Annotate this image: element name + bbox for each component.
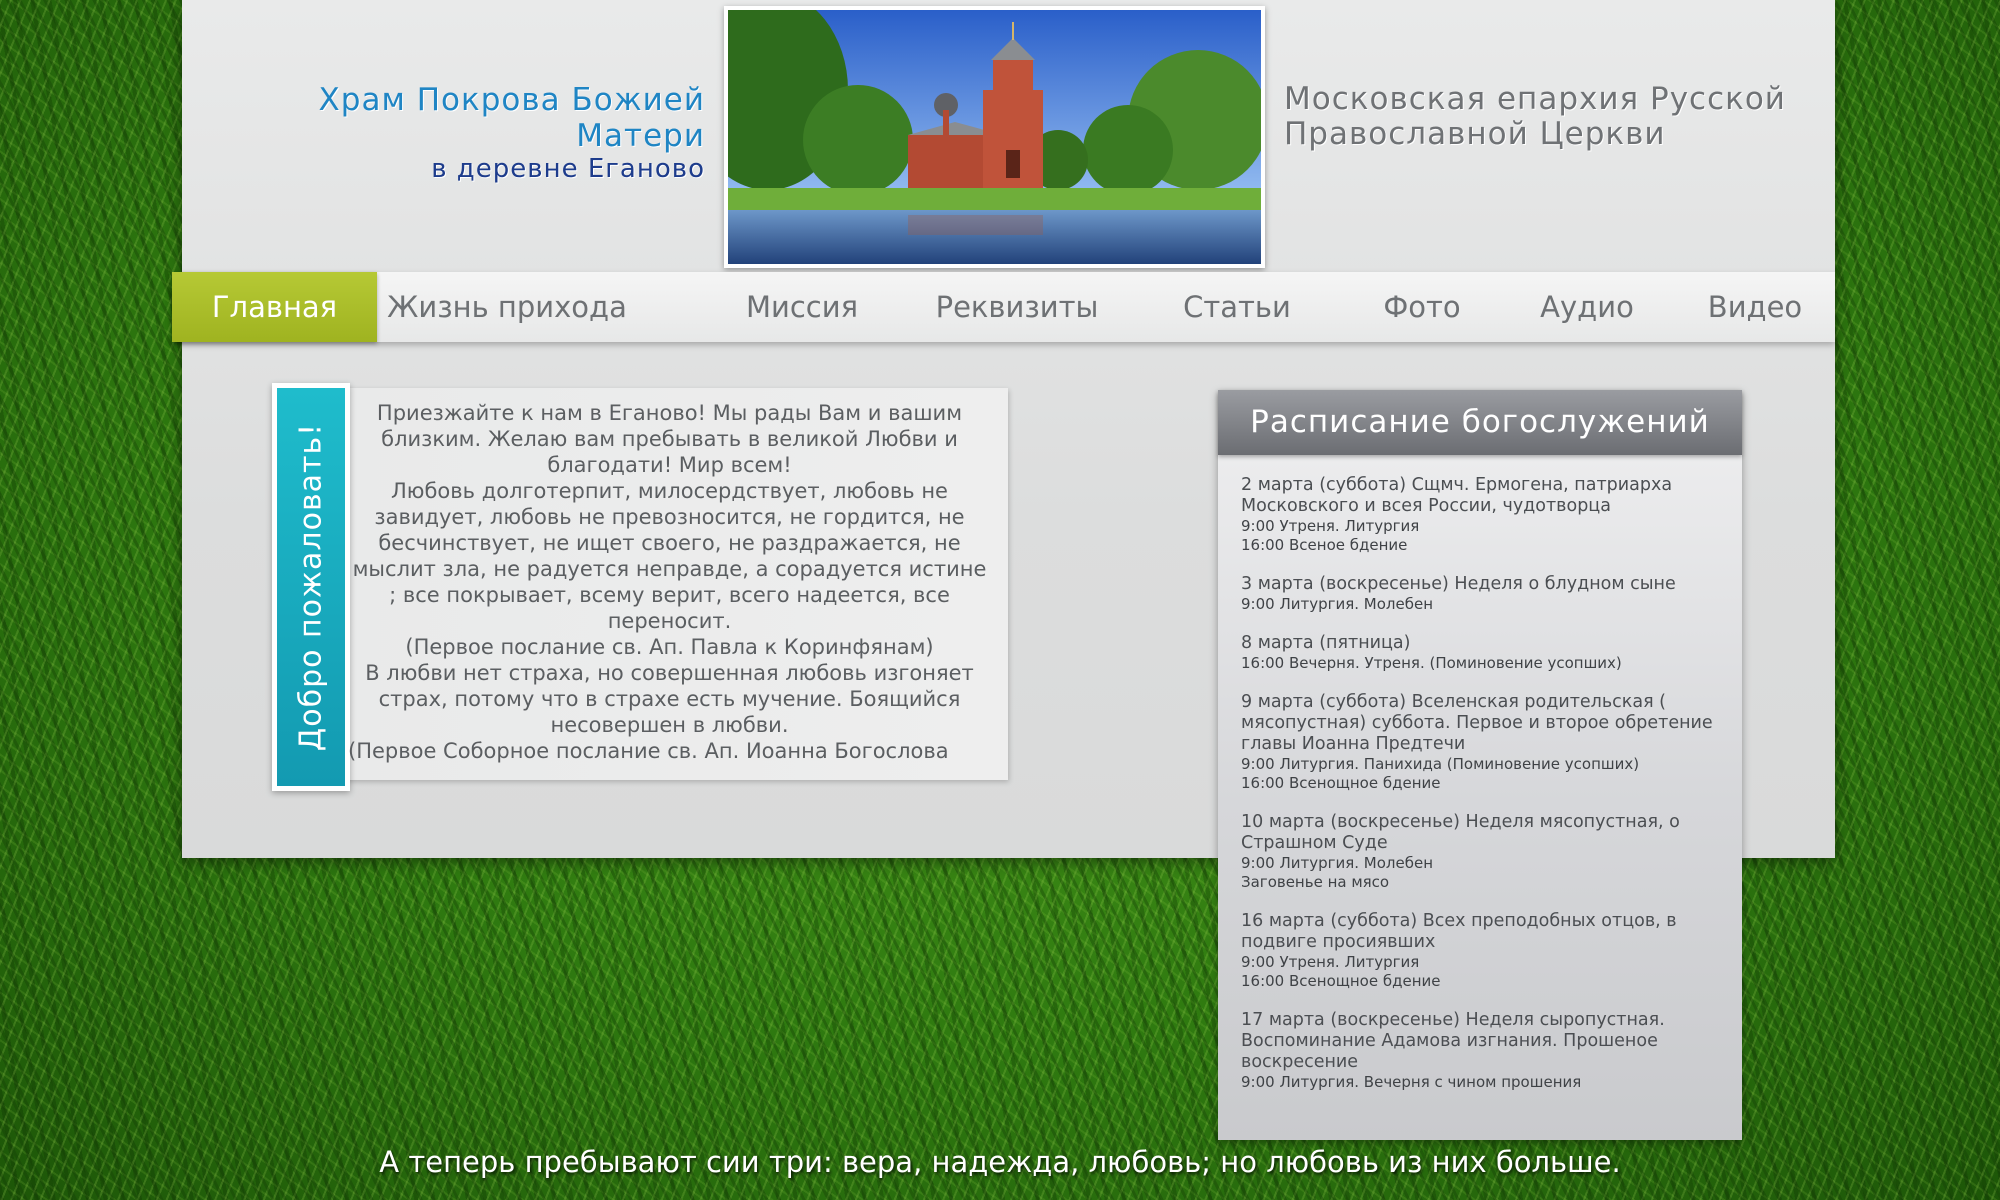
event-service: 16:00 Вечерня. Утреня. (Поминовение усопших)	[1241, 654, 1622, 672]
event-service: 9:00 Литургия. Вечерня с чином прошения	[1241, 1073, 1582, 1091]
site-title-line1: Храм Покрова Божией Матери	[318, 82, 705, 154]
schedule-event	[1241, 633, 1720, 673]
event-service: 9:00 Литургия. Молебен	[1241, 854, 1434, 872]
event-service: 16:00 Всенощное бдение	[1241, 774, 1441, 792]
main-nav	[172, 272, 1835, 342]
schedule-event	[1241, 1010, 1720, 1092]
site-title-line2: в деревне Еганово	[431, 154, 705, 184]
event-service: 9:00 Литургия. Панихида (Поминовение усопших)	[1241, 755, 1640, 773]
schedule-event	[1241, 812, 1720, 892]
welcome-tab-label: Добро пожаловать!	[293, 422, 329, 752]
welcome-text	[348, 400, 991, 764]
schedule-panel	[1218, 390, 1742, 1140]
diocese-line1: Московская епархия Русской	[1284, 81, 1786, 117]
event-date: 16 марта (суббота) Всех преподобных отцов, в подвиге просиявших	[1241, 911, 1677, 952]
nav-item-mission[interactable]: Миссия	[745, 290, 859, 324]
welcome-citation: (Первое Соборное послание св. Ап. Иоанна Богослова	[348, 739, 949, 763]
diocese-line2: Православной Церкви	[1284, 116, 1666, 152]
event-service: 9:00 Литургия. Молебен	[1241, 595, 1434, 613]
schedule-title: Расписание богослужений	[1218, 390, 1742, 455]
welcome-tab	[272, 383, 350, 791]
nav-item-photo[interactable]: Фото	[1383, 290, 1461, 324]
event-date: 17 марта (воскресенье) Неделя сыропустная. Воспоминание Адамова изгнания. Прошеное воскресение	[1241, 1010, 1665, 1072]
site-title[interactable]	[207, 82, 705, 184]
welcome-paragraph: В любви нет страха, но совершенная любовь изгоняет страх, потому что в страхе есть мучение. Боящийся несовершен в любви.	[365, 661, 974, 737]
church-image	[728, 10, 1261, 264]
nav-item-video[interactable]: Видео	[1707, 290, 1803, 324]
event-service: Заговенье на мясо	[1241, 873, 1390, 891]
event-date: 10 марта (воскресенье) Неделя мясопустная, о Страшном Суде	[1241, 812, 1680, 853]
nav-item-articles[interactable]: Статьи	[1183, 290, 1291, 324]
nav-item-parish-life[interactable]: Жизнь прихода	[387, 290, 627, 324]
welcome-citation: (Первое послание св. Ап. Павла к Коринфянам)	[405, 635, 934, 659]
schedule-event	[1241, 574, 1720, 614]
diocese-name	[1284, 82, 1786, 152]
event-service: 16:00 Всенощное бдение	[1241, 972, 1441, 990]
event-date: 2 марта (суббота) Сщмч. Ермогена, патриарха Московского и всея России, чудотворца	[1241, 475, 1673, 516]
event-service: 9:00 Утреня. Литургия	[1241, 953, 1420, 971]
event-service: 16:00 Всеное бдение	[1241, 536, 1408, 554]
schedule-event	[1241, 911, 1720, 991]
event-date: 3 марта (воскресенье) Неделя о блудном сыне	[1241, 574, 1676, 594]
event-date: 8 марта (пятница)	[1241, 633, 1411, 653]
nav-item-home[interactable]: Главная	[172, 272, 377, 342]
welcome-paragraph: Приезжайте к нам в Еганово! Мы рады Вам и вашим близким. Желаю вам пребывать в великой Любви и благодати! Мир всем!	[376, 401, 963, 477]
nav-item-requisites[interactable]: Реквизиты	[935, 290, 1099, 324]
church-photo	[724, 6, 1265, 268]
welcome-paragraph: Любовь долготерпит, милосердствует, любовь не завидует, любовь не превозносится, не гордится, не бесчинствует, не ищет своего, не раздражается, не мыслит зла, не радуется неправде, а сорадуется истине ; все покрывает, всему верит, всего надеется, все переносит.	[352, 479, 987, 633]
schedule-event	[1241, 692, 1720, 793]
event-date: 9 марта (суббота) Вселенская родительская ( мясопустная) суббота. Первое и второе обретение главы Иоанна Предтечи	[1241, 692, 1713, 754]
nav-item-audio[interactable]: Аудио	[1540, 290, 1634, 324]
event-service: 9:00 Утреня. Литургия	[1241, 517, 1420, 535]
schedule-list	[1218, 455, 1742, 1092]
footer-quote: А теперь пребывают сии три: вера, надежда, любовь; но любовь из них больше.	[379, 1145, 1621, 1179]
schedule-event	[1241, 475, 1720, 555]
